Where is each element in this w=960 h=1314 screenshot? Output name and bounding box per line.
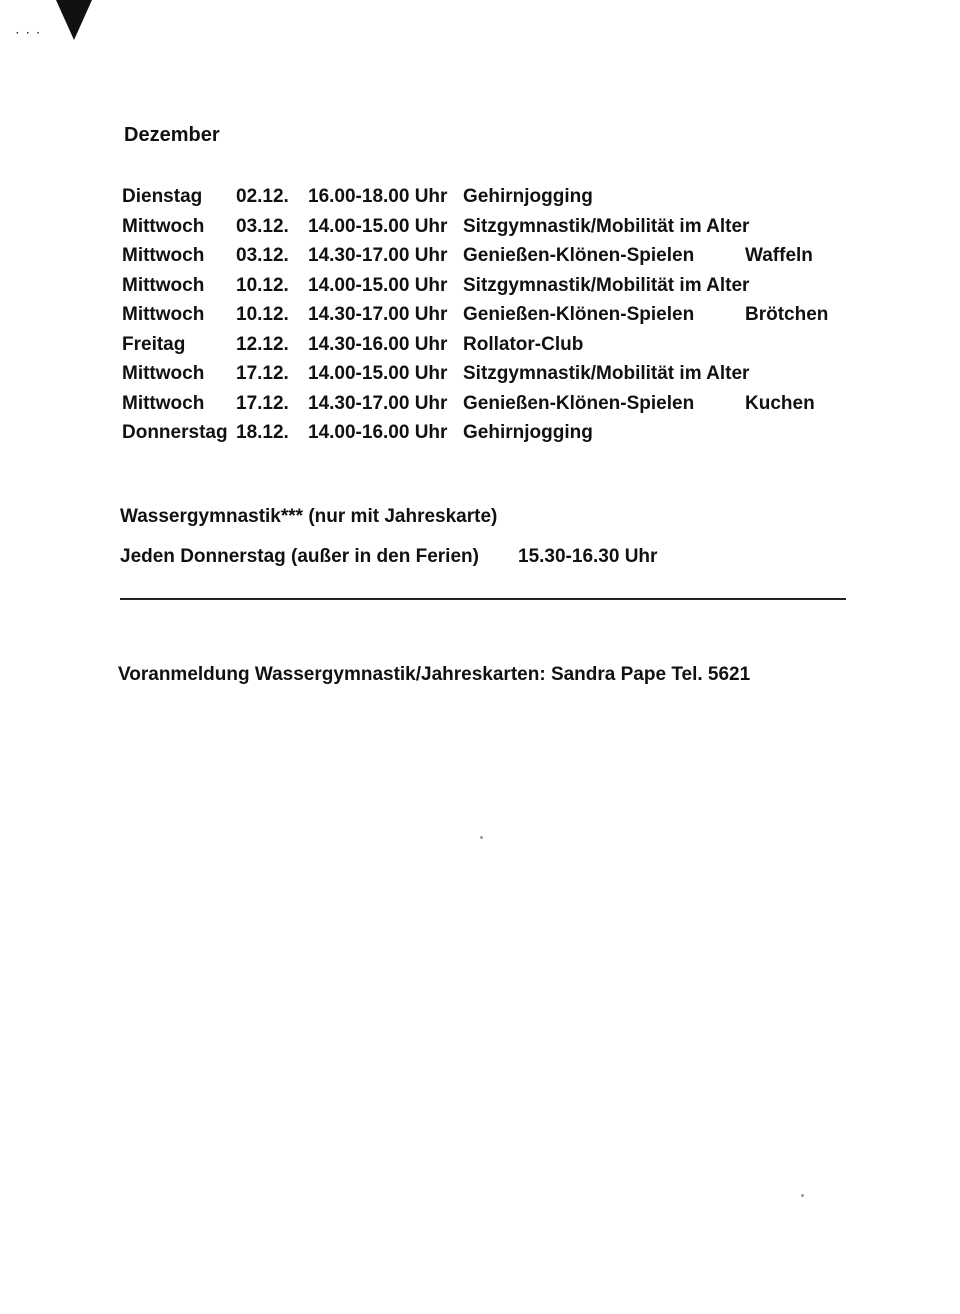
event-cell: Genießen-Klönen-Spielen [463,245,695,266]
time-cell: 14.00-15.00 Uhr [308,215,448,237]
event-cell: Genießen-Klönen-Spielen [463,392,695,414]
date-cell: 02.12. [236,186,289,207]
time-cell: 14.00-15.00 Uhr [308,274,448,296]
day-cell: Donnerstag [122,422,228,443]
day-cell: Mittwoch [122,274,205,296]
day-cell: Mittwoch [122,392,205,414]
day-cell: Mittwoch [122,363,205,384]
day-cell: Mittwoch [122,304,205,325]
note-cell: Kuchen [745,392,815,414]
note-cell: Brötchen [745,304,829,325]
time-cell: 16.00-18.00 Uhr [308,186,448,207]
event-cell: Gehirnjogging [463,186,593,207]
date-cell: 03.12. [236,215,289,237]
scan-artifact [56,0,92,40]
event-cell: Sitzgymnastik/Mobilität im Alter [463,274,750,296]
time-cell: 14.30-17.00 Uhr [308,245,448,266]
water-gym-title: Wassergymnastik*** [120,506,304,527]
scan-dots: ··· [16,28,47,39]
scan-speck [801,1194,804,1197]
date-cell: 12.12. [236,333,289,355]
time-cell: 14.00-15.00 Uhr [308,363,448,384]
day-cell: Mittwoch [122,215,205,237]
water-gym-schedule [120,546,680,572]
event-cell: Genießen-Klönen-Spielen [463,304,695,325]
date-cell: 10.12. [236,304,289,325]
date-cell: 18.12. [236,422,289,443]
time-cell: 14.30-17.00 Uhr [308,392,448,414]
event-cell: Rollator-Club [463,333,584,355]
day-cell: Mittwoch [122,245,205,266]
event-cell: Sitzgymnastik/Mobilität im Alter [463,215,750,237]
registration-label: Voranmeldung Wassergymnastik/Jahreskarten: [118,664,546,685]
registration-contact: Sandra Pape Tel. 5621 [550,664,751,685]
time-cell: 14.30-17.00 Uhr [308,304,448,325]
horizontal-divider [120,598,846,600]
time-cell: 14.30-16.00 Uhr [308,333,448,355]
date-cell: 17.12. [236,363,289,384]
time-cell: 14.00-16.00 Uhr [308,422,448,443]
water-gym-title-note: (nur mit Jahreskarte) [308,506,498,527]
day-cell: Freitag [122,333,186,355]
month-title: Dezember [124,124,220,146]
event-cell: Gehirnjogging [463,422,593,443]
water-gym-heading [120,506,497,528]
date-cell: 03.12. [236,245,289,266]
day-cell: Dienstag [122,186,203,207]
scan-speck [480,836,483,839]
event-cell: Sitzgymnastik/Mobilität im Alter [463,363,750,384]
water-gym-time: 15.30-16.30 Uhr [518,546,658,567]
date-cell: 10.12. [236,274,289,296]
water-gym-when: Jeden Donnerstag (außer in den Ferien) [120,546,479,567]
date-cell: 17.12. [236,392,289,414]
registration-line [118,664,750,686]
note-cell: Waffeln [745,245,813,266]
